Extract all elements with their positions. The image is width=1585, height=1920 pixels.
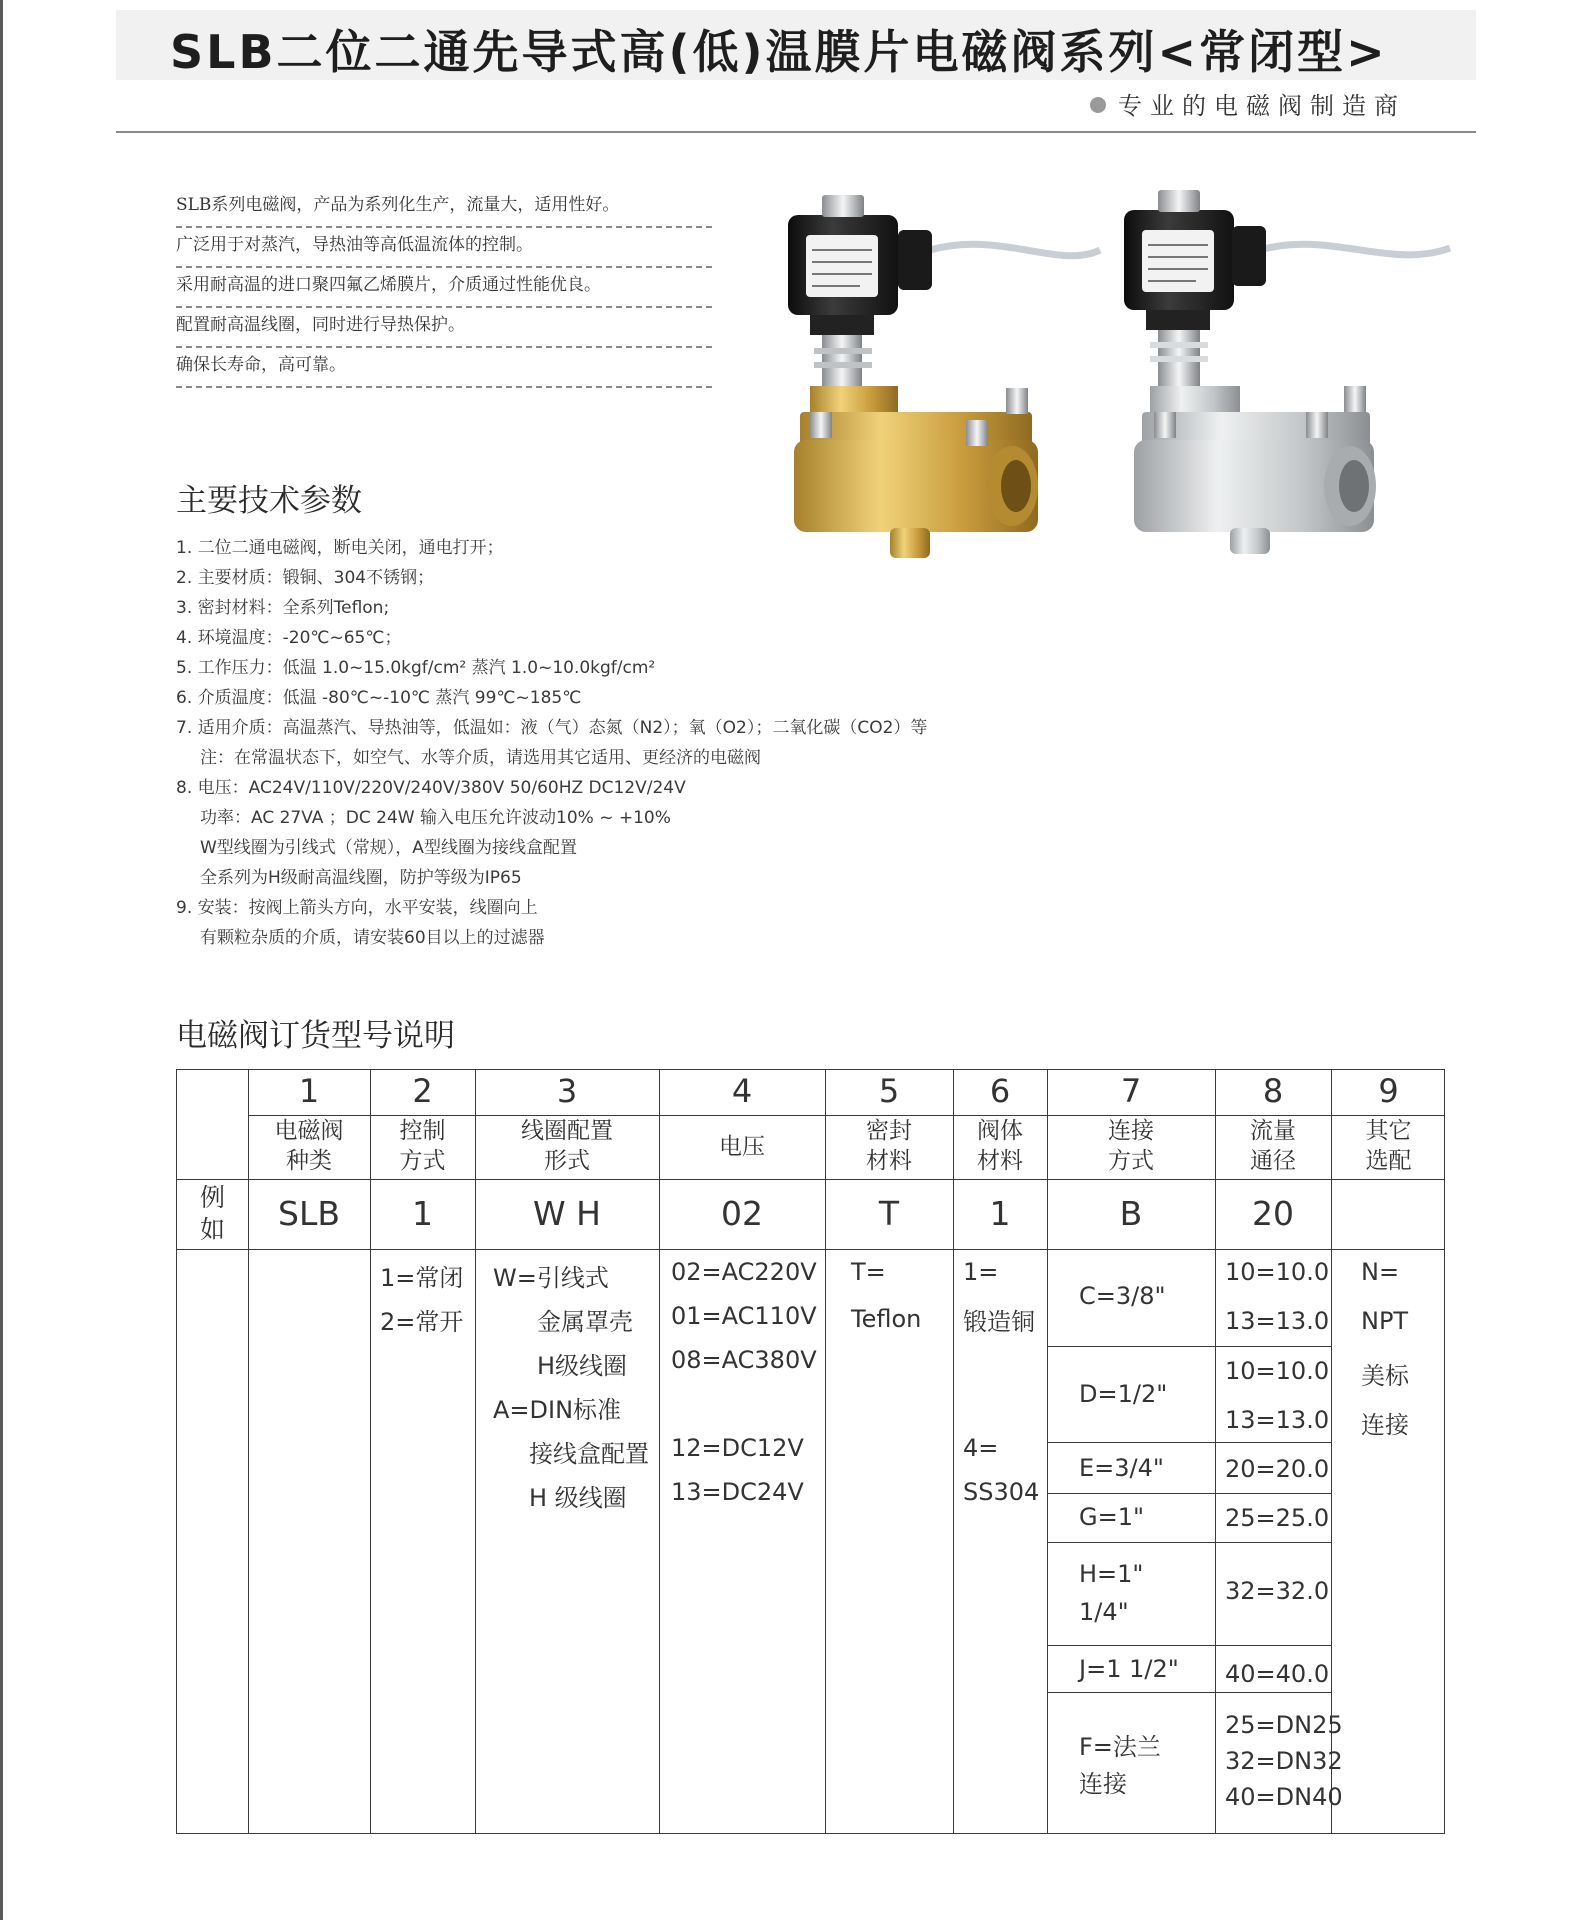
column-number: 1 xyxy=(298,1072,320,1110)
page-edge-rule xyxy=(0,0,3,1920)
option-body: 1= xyxy=(963,1258,999,1286)
example-value: 20 xyxy=(1252,1194,1294,1233)
option-control: 2=常开 xyxy=(380,1308,464,1336)
column-header xyxy=(475,1116,659,1176)
option-flow: 40=40.0 xyxy=(1225,1660,1330,1688)
example-value: 02 xyxy=(721,1194,763,1233)
product-photos xyxy=(780,190,1480,590)
spec-note: 注：在常温状态下，如空气、水等介质，请选用其它适用、更经济的电磁阀 xyxy=(200,748,761,768)
example-value: W H xyxy=(533,1194,601,1233)
spec-line: 1. 二位二通电磁阀，断电关闭，通电打开； xyxy=(176,538,504,558)
option-connection: D=1/2" xyxy=(1079,1380,1168,1408)
table-divider xyxy=(1047,1346,1331,1347)
feature-item: 广泛用于对蒸汽，导热油等高低温流体的控制。 xyxy=(176,228,712,268)
option-flow: 13=13.0 xyxy=(1225,1307,1330,1335)
option-voltage: 01=AC110V xyxy=(671,1302,817,1330)
header-line: 控制 xyxy=(399,1118,446,1144)
spec-line: W型线圈为引线式（常规），A型线圈为接线盒配置 xyxy=(200,838,577,858)
option-coil: H 级线圈 xyxy=(529,1484,627,1512)
option-body: 4= xyxy=(963,1434,999,1462)
table-divider xyxy=(1047,1645,1331,1646)
column-number: 7 xyxy=(1120,1072,1142,1110)
order-title: 电磁阀订货型号说明 xyxy=(176,1018,455,1054)
option-flow: 25=DN25 xyxy=(1225,1711,1343,1739)
header-line: 形式 xyxy=(544,1148,590,1174)
column-header xyxy=(659,1132,825,1162)
example-value: T xyxy=(878,1194,900,1233)
option-connection: 1/4" xyxy=(1079,1598,1129,1626)
option-coil: 接线盒配置 xyxy=(529,1440,649,1468)
option-connection: C=3/8" xyxy=(1079,1282,1166,1310)
column-number: 9 xyxy=(1378,1072,1399,1110)
table-divider xyxy=(1047,1692,1331,1693)
feature-list xyxy=(176,188,712,388)
option-connection: F=法兰 xyxy=(1079,1733,1161,1761)
header-line: 其它 xyxy=(1365,1118,1412,1144)
column-header xyxy=(953,1116,1047,1176)
option-other: NPT xyxy=(1361,1307,1409,1335)
spec-line: 4. 环境温度：-20℃~65℃； xyxy=(176,628,402,648)
table-divider xyxy=(177,1249,1444,1250)
table-divider xyxy=(248,1070,249,1833)
header-line: 电磁阀 xyxy=(274,1118,344,1144)
table-divider xyxy=(825,1070,826,1833)
example-label xyxy=(177,1182,248,1246)
spec-line: 有颗粒杂质的介质，请安装60目以上的过滤器 xyxy=(200,928,545,948)
option-connection: E=3/4" xyxy=(1079,1454,1164,1482)
column-number: 3 xyxy=(556,1072,578,1110)
feature-item: 配置耐高温线圈，同时进行导热保护。 xyxy=(176,308,712,348)
option-seal: T= xyxy=(851,1258,886,1286)
option-flow: 40=DN40 xyxy=(1225,1783,1343,1811)
option-voltage: 02=AC220V xyxy=(671,1258,817,1286)
column-header xyxy=(825,1116,953,1176)
option-coil: A=DIN标准 xyxy=(493,1396,622,1424)
page-title: SLB二位二通先导式高(低)温膜片电磁阀系列<常闭型> xyxy=(170,25,1388,79)
specs-title: 主要技术参数 xyxy=(176,483,362,519)
column-header xyxy=(1215,1116,1331,1176)
tagline xyxy=(1090,86,1406,121)
option-body: 锻造铜 xyxy=(963,1308,1035,1336)
column-number: 8 xyxy=(1262,1072,1284,1110)
column-number: 6 xyxy=(989,1072,1011,1110)
header-line: 流量 xyxy=(1250,1118,1296,1144)
table-divider xyxy=(1047,1542,1331,1543)
header-line: 连接 xyxy=(1108,1118,1154,1144)
order-table xyxy=(176,1069,1445,1834)
bullet-icon xyxy=(1090,97,1106,113)
example-label-line: 例 xyxy=(199,1183,225,1212)
header-line: 电压 xyxy=(719,1134,765,1160)
spec-line: 5. 工作压力：低温 1.0~15.0kgf/cm² 蒸汽 1.0~10.0kgf/cm² xyxy=(176,658,656,678)
column-header xyxy=(1047,1116,1215,1176)
feature-item: SLB系列电磁阀，产品为系列化生产，流量大，适用性好。 xyxy=(176,188,712,228)
spec-line: 3. 密封材料：全系列Teflon; xyxy=(176,598,390,618)
table-divider xyxy=(1047,1070,1048,1833)
option-other: 美标 xyxy=(1361,1362,1409,1390)
table-divider xyxy=(659,1070,660,1833)
spec-line: 9. 安装：按阀上箭头方向，水平安装，线圈向上 xyxy=(176,898,538,918)
example-label-line: 如 xyxy=(199,1215,225,1244)
table-divider xyxy=(177,1179,1444,1180)
option-voltage: 12=DC12V xyxy=(671,1434,804,1462)
brass-valve-image xyxy=(788,195,1100,558)
header-line: 线圈配置 xyxy=(521,1118,613,1144)
stainless-valve-image xyxy=(1124,190,1450,554)
option-connection: 连接 xyxy=(1079,1770,1127,1798)
header-line: 方式 xyxy=(1108,1148,1154,1174)
spec-line: 全系列为H级耐高温线圈，防护等级为IP65 xyxy=(200,868,522,888)
option-flow: 25=25.0 xyxy=(1225,1504,1330,1532)
option-flow: 13=13.0 xyxy=(1225,1406,1330,1434)
spec-list xyxy=(176,533,1116,953)
spec-line: 8. 电压：AC24V/110V/220V/240V/380V 50/60HZ DC12V/24V xyxy=(176,778,686,798)
option-flow: 20=20.0 xyxy=(1225,1455,1330,1483)
option-flow: 10=10.0 xyxy=(1225,1357,1330,1385)
header-line: 种类 xyxy=(286,1148,332,1174)
column-number: 4 xyxy=(731,1072,753,1110)
option-connection: G=1" xyxy=(1079,1503,1145,1531)
header-line: 阀体 xyxy=(977,1118,1023,1144)
spec-line: 功率：AC 27VA ；DC 24W 输入电压允许波动10% ~ +10% xyxy=(200,808,671,828)
header-line: 通径 xyxy=(1250,1148,1296,1174)
option-connection: H=1" xyxy=(1079,1560,1144,1588)
header-line: 方式 xyxy=(399,1148,446,1174)
example-value: SLB xyxy=(278,1194,340,1233)
feature-item: 采用耐高温的进口聚四氟乙烯膜片，介质通过性能优良。 xyxy=(176,268,712,308)
option-voltage: 13=DC24V xyxy=(671,1478,804,1506)
option-other: N= xyxy=(1361,1258,1400,1286)
header-line: 材料 xyxy=(866,1148,912,1174)
column-header xyxy=(248,1116,370,1176)
feature-item: 确保长寿命，高可靠。 xyxy=(176,348,712,388)
option-control: 1=常闭 xyxy=(380,1264,464,1292)
header-line: 密封 xyxy=(866,1118,912,1144)
column-number: 2 xyxy=(412,1072,433,1110)
spec-line: 6. 介质温度：低温 -80℃~-10℃ 蒸汽 99℃~185℃ xyxy=(176,688,582,708)
header-line: 选配 xyxy=(1365,1148,1412,1174)
column-header xyxy=(370,1116,475,1176)
header-line: 材料 xyxy=(977,1148,1023,1174)
option-coil: W=引线式 xyxy=(493,1264,609,1292)
example-value: B xyxy=(1119,1194,1143,1233)
table-divider xyxy=(370,1070,371,1833)
column-header xyxy=(1331,1116,1446,1176)
table-divider xyxy=(475,1070,476,1833)
table-divider xyxy=(1215,1070,1216,1833)
column-number: 5 xyxy=(878,1072,900,1110)
option-voltage: 08=AC380V xyxy=(671,1346,817,1374)
example-value: 1 xyxy=(412,1194,433,1233)
tagline-text: 专业的电磁阀制造商 xyxy=(1118,92,1406,120)
option-body: SS304 xyxy=(963,1478,1040,1506)
table-divider xyxy=(1047,1442,1331,1443)
option-connection: J=1 1/2" xyxy=(1079,1655,1179,1683)
spec-line: 2. 主要材质：锻铜、304不锈钢； xyxy=(176,568,435,588)
option-other: 连接 xyxy=(1361,1411,1409,1439)
option-flow: 32=DN32 xyxy=(1225,1747,1343,1775)
table-divider xyxy=(953,1070,954,1833)
spec-line: 7. 适用介质：高温蒸汽、导热油等，低温如：液（气）态氮（N2）；氧（O2）；二氧化碳（CO2）等 xyxy=(176,718,928,738)
option-coil: H级线圈 xyxy=(537,1352,628,1380)
example-value: 1 xyxy=(989,1194,1011,1233)
option-seal: Teflon xyxy=(851,1305,922,1333)
table-divider xyxy=(1047,1493,1331,1494)
header-divider xyxy=(116,131,1476,133)
option-flow: 32=32.0 xyxy=(1225,1577,1330,1605)
option-coil: 金属罩壳 xyxy=(537,1308,633,1336)
option-flow: 10=10.0 xyxy=(1225,1258,1330,1286)
